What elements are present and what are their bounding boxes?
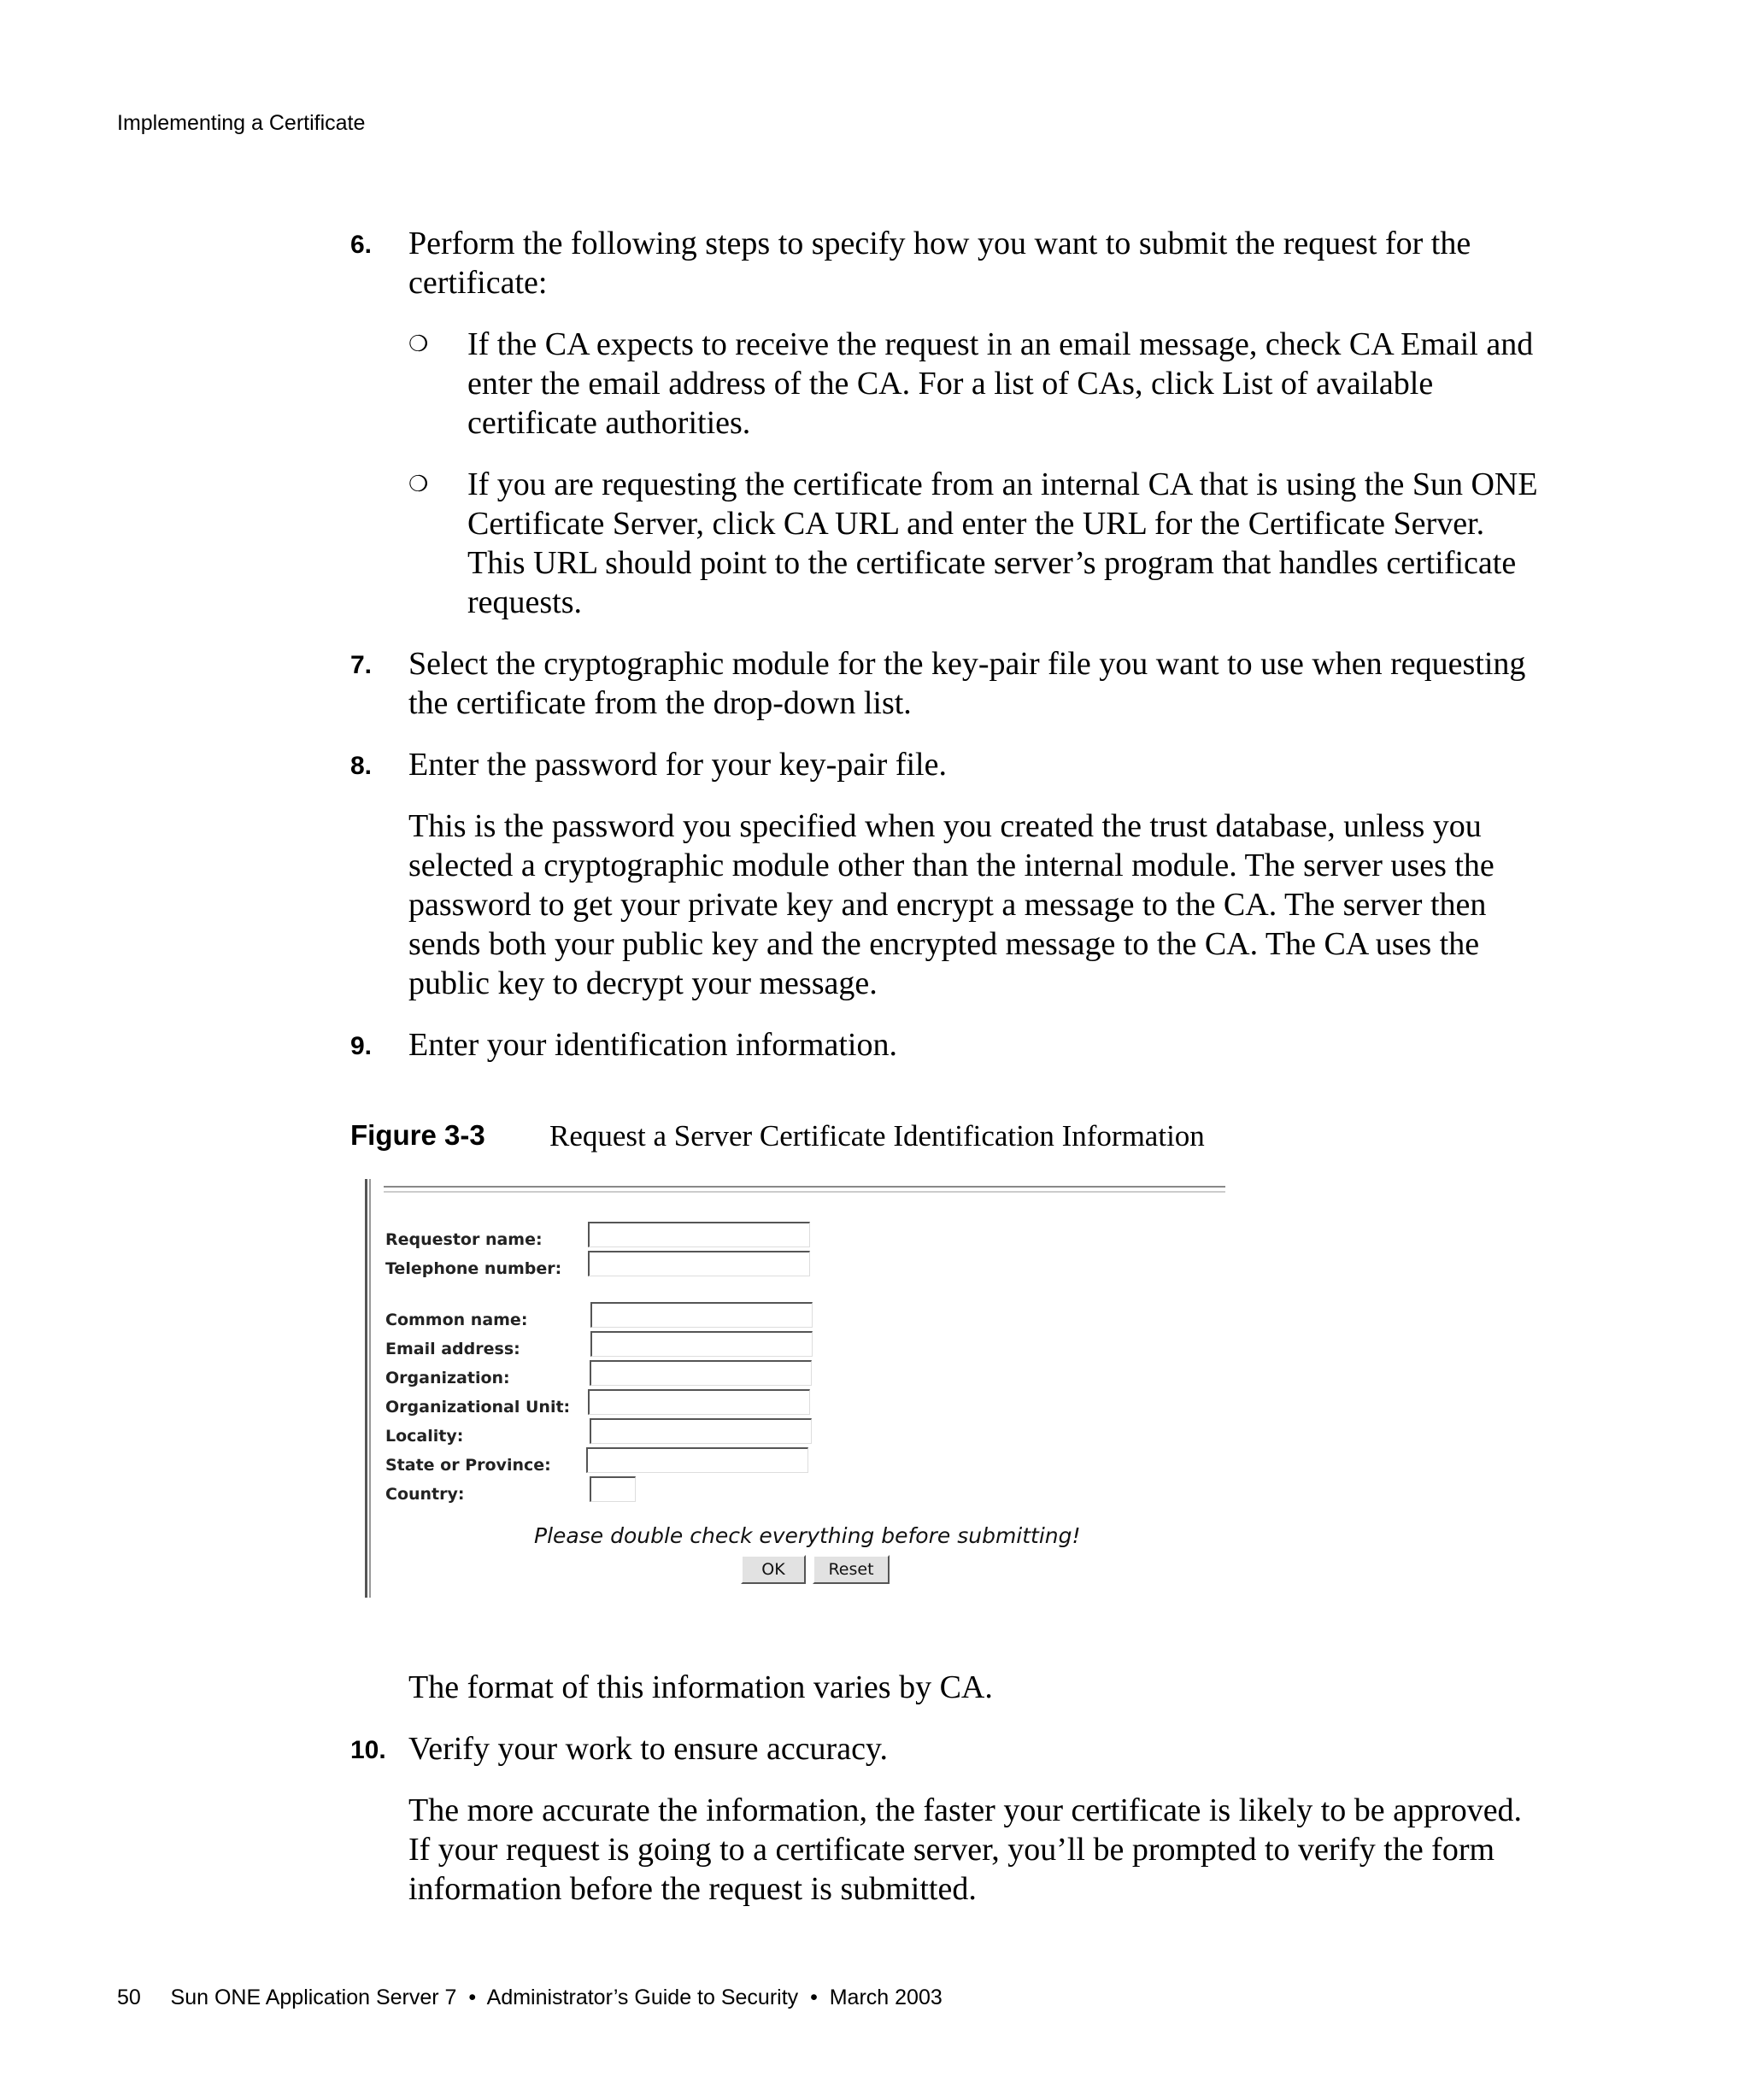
organizational-unit-input[interactable] [588,1389,810,1415]
circle-bullet-icon: ❍ [408,331,429,356]
step-number: 6. [350,231,373,259]
requestor-name-input[interactable] [588,1222,810,1247]
figure-caption [350,1119,1538,1162]
page-number: 50 [117,1986,141,2009]
step-8-paragraph: This is the password you specified when you created the trust database, unless you selected a cryptographic module other than the internal module. The server uses the password to get your private key and encrypt a message to the CA. The server then sends both your public key and the encrypted message to the CA. The CA uses the public key to decrypt your message. [408,808,1495,1001]
circle-bullet-icon: ❍ [408,472,429,496]
step-8 [350,745,1538,784]
step-number: 9. [350,1032,373,1060]
state-province-input[interactable] [586,1447,808,1473]
country-label: Country: [385,1485,465,1504]
format-note: The format of this information varies by CA. [408,1669,993,1705]
figure-label: Figure 3-3 [350,1119,485,1151]
step-number: 7. [350,651,373,679]
step-6 [350,224,1538,302]
step-7 [350,644,1538,723]
sub-bullet-text: If you are requesting the certificate from an internal CA that is using the Sun ONE Certificate Server, click CA URL and enter the URL for the Certificate Server. This URL should point to the certificate server’s program that handles certificate requests. [467,466,1538,620]
locality-input[interactable] [590,1418,812,1444]
footer-date: March 2003 [829,1986,943,2009]
email-address-label: Email address: [385,1340,520,1358]
footer-book: Administrator’s Guide to Security [486,1986,799,2009]
content-after-figure [350,1668,1538,1931]
running-header: Implementing a Certificate [117,111,366,135]
step-10-paragraph: The more accurate the information, the faster your certificate is likely to be approved. If your request is going to a certificate server, you’ll be prompted to verify the form information before the request is submitted. [408,1792,1523,1907]
main-content [350,224,1538,1162]
footer-product: Sun ONE Application Server 7 [170,1986,457,2009]
double-check-note: Please double check everything before submitting! [534,1523,1081,1548]
sub-bullet-url [350,465,1538,622]
figure-title: Request a Server Certificate Identification Information [549,1119,1205,1153]
organization-input[interactable] [590,1360,812,1386]
step-9 [350,1025,1538,1065]
horizontal-rule [384,1186,1225,1193]
common-name-label: Common name: [385,1311,528,1329]
step-text: Enter the password for your key-pair file. [408,747,947,783]
state-province-label: State or Province: [385,1456,551,1475]
frame-border [365,1179,371,1598]
sub-bullet-text: If the CA expects to receive the request in an email message, check CA Email and enter the email address of the CA. For a list of CAs, click List of available certificate authorities. [467,326,1534,441]
organizational-unit-label: Organizational Unit: [385,1398,571,1417]
step-number: 8. [350,752,373,780]
reset-button[interactable]: Reset [813,1555,890,1584]
identification-form-screenshot [365,1179,1228,1598]
telephone-number-input[interactable] [588,1251,810,1276]
country-input[interactable] [590,1476,636,1502]
email-address-input[interactable] [590,1331,813,1357]
step-text: Select the cryptographic module for the key-pair file you want to use when requesting the certificate from the drop-down list. [408,646,1526,721]
step-number: 10. [350,1736,386,1764]
footer-separator: • [810,1986,818,2009]
telephone-number-label: Telephone number: [385,1259,562,1278]
page-footer [117,1986,943,2010]
sub-bullet-email [350,325,1538,443]
step-10 [350,1729,1538,1769]
organization-label: Organization: [385,1369,510,1387]
requestor-name-label: Requestor name: [385,1230,543,1249]
footer-separator: • [468,1986,477,2009]
step-text: Verify your work to ensure accuracy. [408,1731,888,1767]
locality-label: Locality: [385,1427,464,1446]
step-text: Perform the following steps to specify how you want to submit the request for the certificate: [408,226,1471,301]
common-name-input[interactable] [590,1302,813,1328]
ok-button[interactable]: OK [741,1555,806,1584]
step-text: Enter your identification information. [408,1027,897,1063]
